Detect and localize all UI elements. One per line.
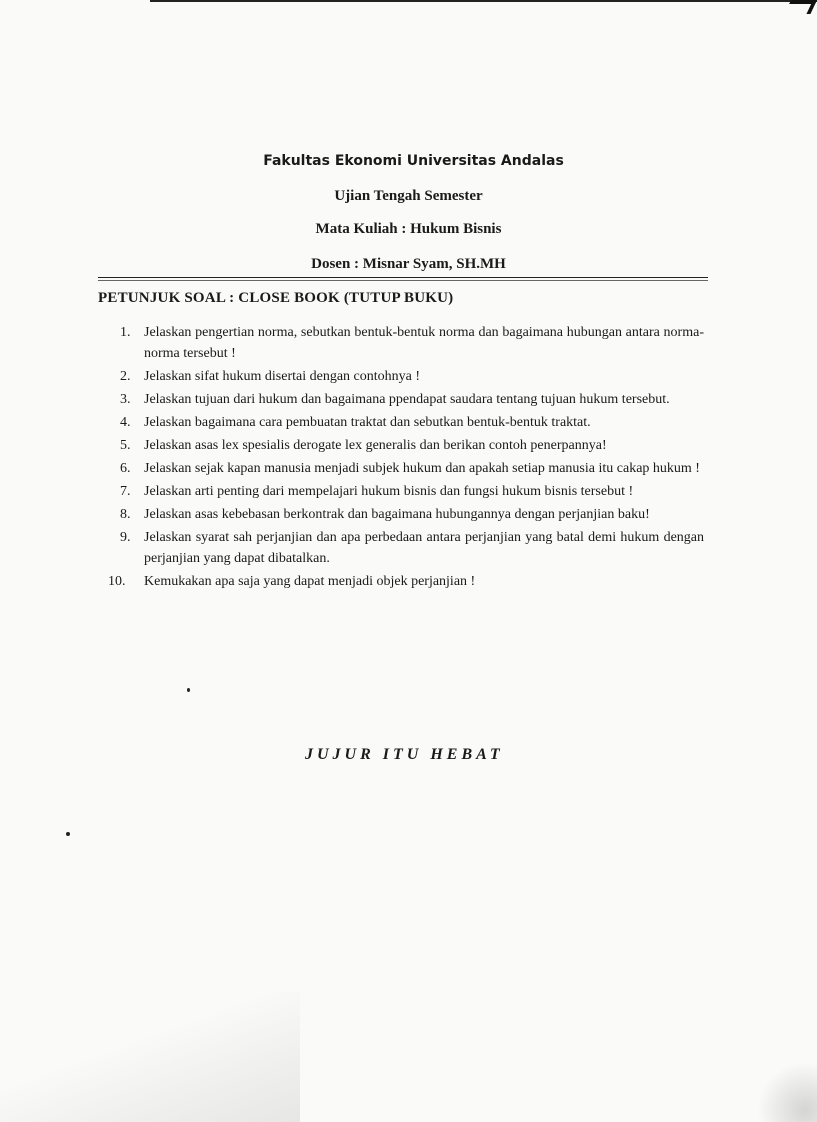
scan-edge-top [150,0,817,2]
scan-smudge [757,1062,817,1122]
question-item [108,571,704,592]
faculty-title: Fakultas Ekonomi Universitas Andalas [263,153,564,169]
header-divider-secondary [98,280,708,281]
question-number: 7. [120,484,131,499]
scan-speck [66,832,70,836]
motto: JUJUR ITU HEBAT [305,746,504,763]
header-divider [98,277,708,278]
lecturer-name: Dosen : Misnar Syam, SH.MH [311,256,506,272]
question-number: 5. [120,438,131,453]
question-item [108,412,704,433]
question-text: Jelaskan arti penting dari mempelajari hukum bisnis dan fungsi hukum bisnis tersebut ! [144,484,634,499]
course-name: Mata Kuliah : Hukum Bisnis [315,221,502,237]
question-number: 10. [108,574,126,589]
question-item [108,527,704,569]
exam-title: Ujian Tengah Semester [334,188,483,204]
question-item [108,504,704,525]
question-text: Jelaskan tujuan dari hukum dan bagaimana ppendapat saudara tentang tujuan hukum tersebut. [144,392,670,407]
question-list [108,322,704,594]
question-item [108,389,704,410]
question-text: Jelaskan sejak kapan manusia menjadi subjek hukum dan apakah setiap manusia itu cakap hukum ! [144,461,700,476]
question-item [108,366,704,387]
question-item [108,458,704,479]
scan-speck [187,688,190,692]
question-number: 1. [120,325,131,340]
question-item [108,435,704,456]
question-item [108,322,704,364]
question-text: Kemukakan apa saja yang dapat menjadi objek perjanjian ! [144,574,476,589]
question-text: Jelaskan asas lex spesialis derogate lex generalis dan berikan contoh penerpannya! [144,438,607,453]
question-text: Jelaskan asas kebebasan berkontrak dan bagaimana hubungannya dengan perjanjian baku! [144,507,650,522]
question-number: 4. [120,415,131,430]
question-item [108,481,704,502]
question-number: 3. [120,392,131,407]
question-text: Jelaskan pengertian norma, sebutkan bentuk-bentuk norma dan bagaimana hubungan antara norma-norma tersebut ! [144,325,704,361]
instructions-heading: PETUNJUK SOAL : CLOSE BOOK (TUTUP BUKU) [98,290,454,306]
question-text: Jelaskan syarat sah perjanjian dan apa perbedaan antara perjanjian yang batal demi hukum dengan perjanjian yang dapat dibatalkan. [144,530,704,566]
question-number: 6. [120,461,131,476]
scan-corner [784,0,817,14]
question-number: 8. [120,507,131,522]
question-number: 9. [120,530,131,545]
scan-smudge [0,992,300,1122]
question-text: Jelaskan sifat hukum disertai dengan contohnya ! [144,369,421,384]
question-number: 2. [120,369,131,384]
question-text: Jelaskan bagaimana cara pembuatan traktat dan sebutkan bentuk-bentuk traktat. [144,415,591,430]
